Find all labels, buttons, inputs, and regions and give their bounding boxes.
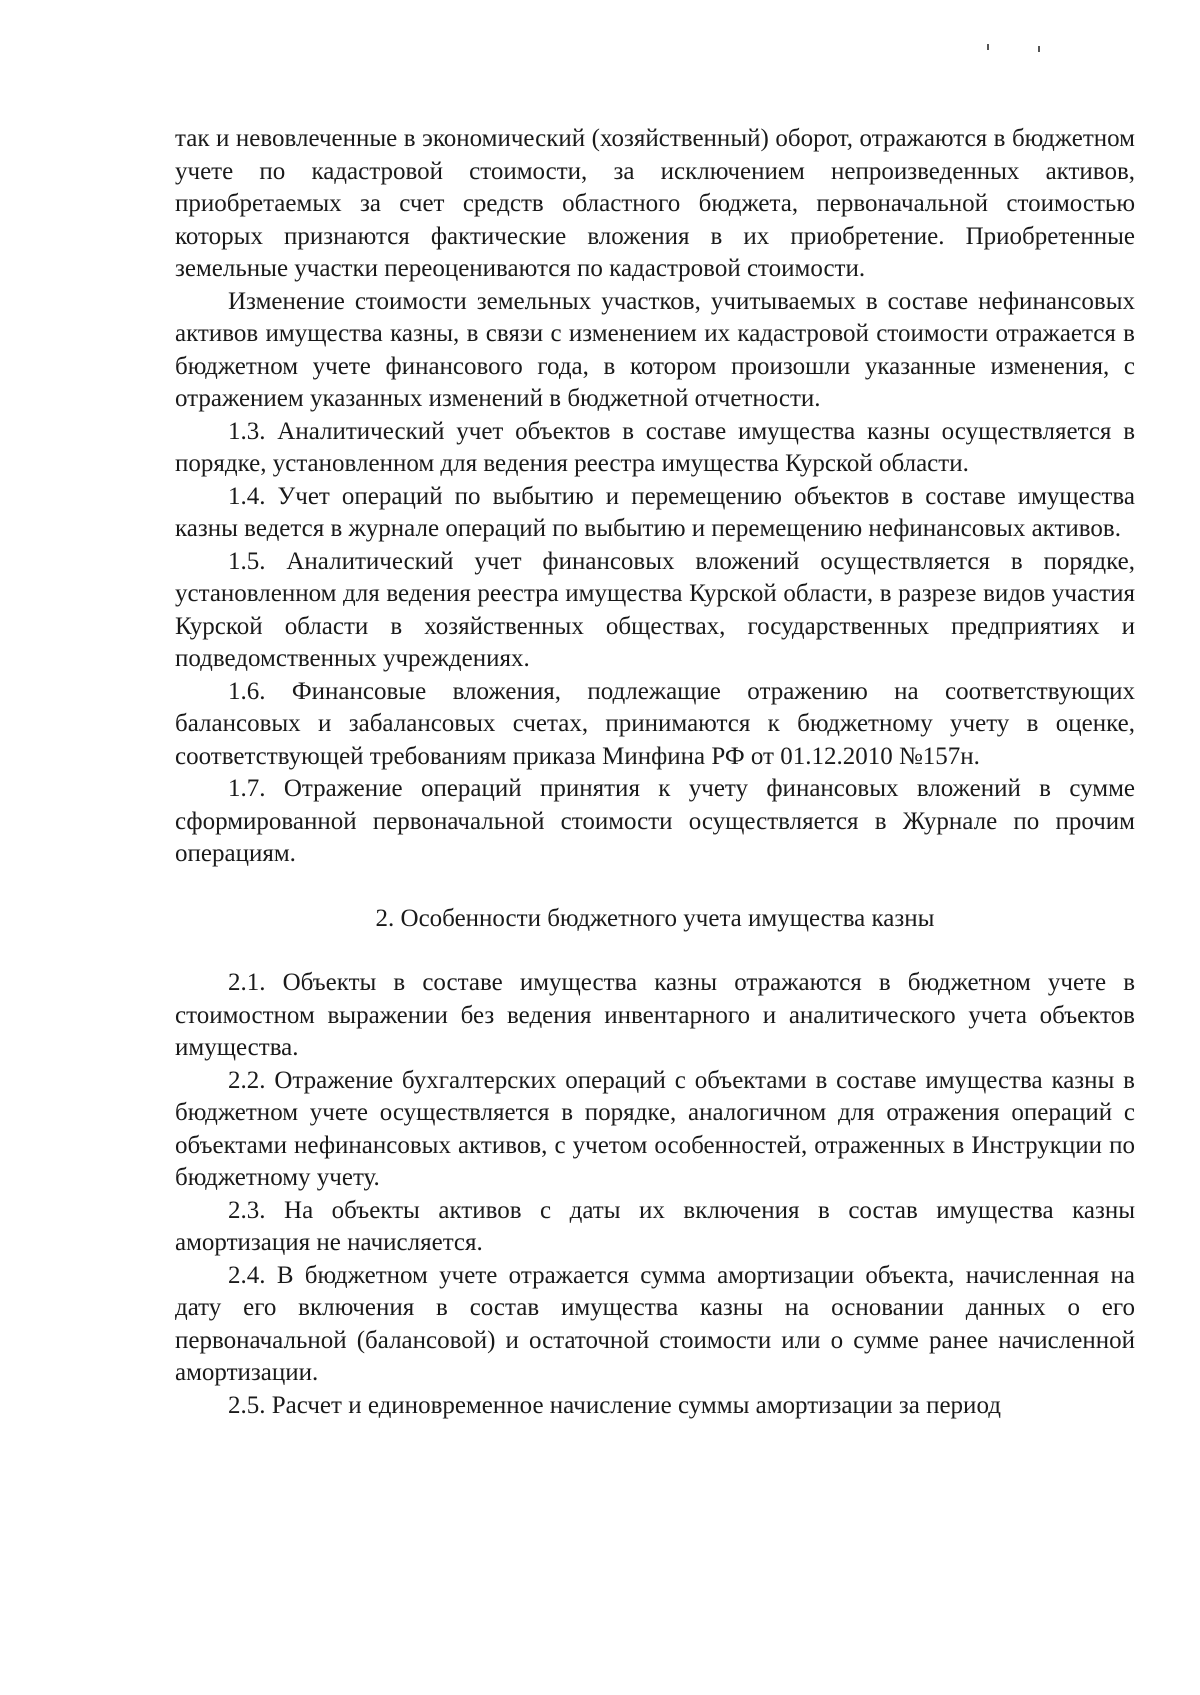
scan-artifact-mark	[1038, 46, 1040, 52]
paragraph-continuation: так и невовлеченные в экономический (хозяйственный) оборот, отражаются в бюджетном учете по кадастровой стоимости, за исключением непроизведенных активов, приобретаемых за счет средств областного бюджета, первоначальной стоимостью которых признаются фактические вложения в их приобретение. Приобретенные земельные участки переоцениваются по кадастровой стоимости.	[175, 125, 1135, 282]
paragraph-1-3: 1.3. Аналитический учет объектов в составе имущества казны осуществляется в порядке, установленном для ведения реестра имущества Курской области.	[175, 417, 1135, 477]
paragraph-1-4: 1.4. Учет операций по выбытию и перемещению объектов в составе имущества казны ведется в журнале операций по выбытию и перемещению нефинансовых активов.	[175, 482, 1135, 542]
paragraph-1-6: 1.6. Финансовые вложения, подлежащие отражению на соответствующих балансовых и забалансовых счетах, принимаются к бюджетному учету в оценке, соответствующей требованиям приказа Минфина РФ от 01.12.2010 №157н.	[175, 677, 1135, 770]
paragraph-2-2: 2.2. Отражение бухгалтерских операций с объектами в составе имущества казны в бюджетном учете осуществляется в порядке, аналогичном для отражения операций с объектами нефинансовых активов, с учетом особенностей, отраженных в Инструкции по бюджетному учету.	[175, 1066, 1135, 1191]
paragraph-1-7: 1.7. Отражение операций принятия к учету финансовых вложений в сумме сформированной первоначальной стоимости осуществляется в Журнале по прочим операциям.	[175, 775, 1135, 867]
paragraph-2-4: 2.4. В бюджетном учете отражается сумма амортизации объекта, начисленная на дату его включения в состав имущества казны на основании данных о его первоначальной (балансовой) и остаточной стоимости или о сумме ранее начисленной амортизации.	[175, 1261, 1135, 1386]
paragraph-2-1: 2.1. Объекты в составе имущества казны отражаются в бюджетном учете в стоимостном выражении без ведения инвентарного и аналитического учета объектов имущества.	[175, 969, 1135, 1061]
paragraph-2-5: 2.5. Расчет и единовременное начисление суммы амортизации за период	[228, 1391, 1001, 1419]
paragraph-1-5: 1.5. Аналитический учет финансовых вложений осуществляется в порядке, установленном для ведения реестра имущества Курской области, в разрезе видов участия Курской области в хозяйственных обществах, государственных предприятиях и подведомственных учреждениях.	[175, 547, 1135, 672]
paragraph-land-value-change: Изменение стоимости земельных участков, учитываемых в составе нефинансовых активов имущества казны, в связи с изменением их кадастровой стоимости отражается в бюджетном учете финансового года, в котором произошли указанные изменения, с отражением указанных изменений в бюджетной отчетности.	[175, 287, 1135, 412]
document-body	[175, 123, 1135, 1422]
section-heading: 2. Особенности бюджетного учета имущества казны	[375, 904, 935, 932]
scan-artifact-mark	[987, 44, 989, 50]
paragraph-2-3: 2.3. На объекты активов с даты их включения в состав имущества казны амортизация не начисляется.	[175, 1196, 1135, 1256]
